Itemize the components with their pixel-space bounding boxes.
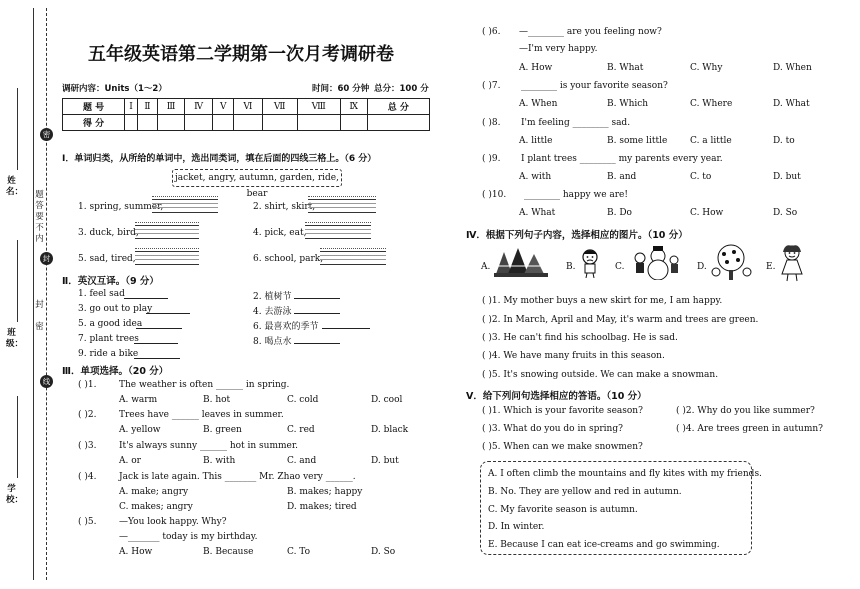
s1-item-4: 4. pick, eat, <box>253 228 307 238</box>
q8-opt-c[interactable]: C. a little <box>690 136 732 146</box>
s4-item-5: ( )5. It's snowing outside. We can make a snowman. <box>482 370 719 380</box>
s4-item-2: ( )2. In March, April and May, it's warm and trees are green. <box>482 315 759 325</box>
s2-item-9: 9. ride a bike <box>78 349 139 359</box>
q5-number[interactable]: ( )5. <box>78 517 97 527</box>
q7-opt-d[interactable]: D. What <box>773 99 810 109</box>
s5-q5: ( )5. When can we make snowmen? <box>482 442 643 452</box>
q8-opt-b[interactable]: B. some little <box>607 136 668 146</box>
q8-opt-d[interactable]: D. to <box>773 136 795 146</box>
q2-opt-b[interactable]: B. green <box>203 425 242 435</box>
s2-item-8: 8. 喝点水 <box>253 337 292 347</box>
s2-answer-7[interactable] <box>134 343 178 344</box>
s2-item-5: 5. a good idea <box>78 319 143 329</box>
s5-q3: ( )3. What do you do in spring? <box>482 424 623 434</box>
score-header-row <box>63 99 430 115</box>
q6-text-2: —I'm very happy. <box>519 44 598 54</box>
score-header-cell: Ⅴ <box>213 99 234 115</box>
section1-word-box: jacket, angry, autumn, garden, ride, bear <box>172 169 342 187</box>
binding-note-2: 封 密 <box>35 300 44 332</box>
q10-opt-d[interactable]: D. So <box>773 208 798 218</box>
pic-label-a: A. <box>481 262 491 272</box>
s1-answer-2[interactable] <box>308 199 376 213</box>
q4-opt-d[interactable]: D. makes; tired <box>287 502 357 512</box>
score-header-cell: Ⅳ <box>185 99 213 115</box>
score-header-cell: Ⅱ <box>137 99 157 115</box>
q6-number[interactable]: ( )6. <box>482 27 501 37</box>
section1-heading: Ⅰ．单词归类，从所给的单词中，选出同类词，填在后面的四线三格上。（6 分） <box>62 154 377 164</box>
q3-opt-a[interactable]: A. or <box>119 456 141 466</box>
q6-opt-b[interactable]: B. What <box>607 63 644 73</box>
s2-item-1: 1. feel sad <box>78 289 125 299</box>
s2-answer-2[interactable] <box>294 298 340 299</box>
s5-option-b: B. No. They are yellow and red in autumn. <box>488 487 682 497</box>
q9-opt-a[interactable]: A. with <box>519 172 552 182</box>
section5-heading: Ⅴ．给下列问句选择相应的答语。（10 分） <box>466 391 647 402</box>
q9-number[interactable]: ( )9. <box>482 154 501 164</box>
pic-label-b: B. <box>566 262 576 272</box>
exam-title: 五年级英语第二学期第一次月考调研卷 <box>88 44 394 65</box>
q7-number[interactable]: ( )7. <box>482 81 501 91</box>
q1-opt-c[interactable]: C. cold <box>287 395 319 405</box>
q2-opt-d[interactable]: D. black <box>371 425 409 435</box>
score-header-cell: Ⅸ <box>340 99 367 115</box>
s1-guide-line <box>135 248 199 249</box>
binding-line-inner <box>46 8 47 580</box>
q9-opt-d[interactable]: D. but <box>773 172 801 182</box>
s1-answer-5[interactable] <box>135 251 199 265</box>
q1-opt-a[interactable]: A. warm <box>119 395 158 405</box>
s1-answer-4[interactable] <box>305 225 371 239</box>
school-field[interactable] <box>17 396 18 478</box>
school-label: 学校： <box>6 484 24 505</box>
q10-opt-a[interactable]: A. What <box>519 208 556 218</box>
q5-text: —You look happy. Why? <box>119 517 227 527</box>
s2-item-7: 7. plant trees <box>78 334 139 344</box>
score-cell[interactable] <box>367 115 429 131</box>
q10-number[interactable]: ( )10. <box>482 190 507 200</box>
q2-opt-c[interactable]: C. red <box>287 425 315 435</box>
s1-guide-line <box>135 222 199 223</box>
q7-opt-b[interactable]: B. Which <box>607 99 649 109</box>
score-header-cell: Ⅷ <box>297 99 340 115</box>
binding-note-1: 题 答 要 不 内 <box>35 190 44 244</box>
s1-item-5: 5. sad, tired, <box>78 254 136 264</box>
q5-opt-c[interactable]: C. To <box>287 547 311 557</box>
score-cell[interactable] <box>185 115 213 131</box>
s2-item-6: 6. 最喜欢的季节 <box>253 322 319 332</box>
s2-answer-1[interactable] <box>124 298 168 299</box>
name-label: 姓名： <box>6 176 24 197</box>
q8-opt-a[interactable]: A. little <box>519 136 553 146</box>
q1-text: The weather is often ______ in spring. <box>119 380 290 390</box>
s4-item-1: ( )1. My mother buys a new skirt for me, I am happy. <box>482 296 723 306</box>
q6-opt-c[interactable]: C. Why <box>690 63 723 73</box>
q3-opt-b[interactable]: B. with <box>203 456 236 466</box>
s1-item-1: 1. spring, summer, <box>78 202 164 212</box>
s1-answer-6[interactable] <box>320 251 386 265</box>
q3-opt-d[interactable]: D. but <box>371 456 399 466</box>
q5-opt-d[interactable]: D. So <box>371 547 396 557</box>
q9-opt-b[interactable]: B. and <box>607 172 637 182</box>
binding-circle-top: 密 <box>40 128 53 141</box>
q4-opt-b[interactable]: B. makes; happy <box>287 487 363 497</box>
score-cell[interactable] <box>340 115 367 131</box>
picture-d-fruit-tree[interactable] <box>708 244 754 282</box>
q10-opt-c[interactable]: C. How <box>690 208 724 218</box>
q4-opt-c[interactable]: C. makes; angry <box>119 502 193 512</box>
picture-b-sad-boy[interactable] <box>578 248 602 278</box>
score-cell[interactable] <box>262 115 297 131</box>
q5-opt-a[interactable]: A. How <box>119 547 153 557</box>
q6-opt-d[interactable]: D. When <box>773 63 812 73</box>
binding-circle-bottom: 线 <box>40 375 53 388</box>
s2-item-4: 4. 去游泳 <box>253 307 292 317</box>
binding-circle-mid: 封 <box>40 252 53 265</box>
class-label: 班级： <box>6 328 24 349</box>
picture-c-snowman[interactable] <box>628 244 680 280</box>
exam-time: 时间：60 分钟 <box>312 84 370 94</box>
s5-option-d: D. In winter. <box>488 522 545 532</box>
s5-q1: ( )1. Which is your favorite season? <box>482 406 643 416</box>
q2-text: Trees have ______ leaves in summer. <box>119 410 284 420</box>
q3-text: It's always sunny ______ hot in summer. <box>119 441 299 451</box>
q5-text-2: —_______ today is my birthday. <box>119 532 258 542</box>
s1-answer-3[interactable] <box>135 225 199 239</box>
q9-opt-c[interactable]: C. to <box>690 172 712 182</box>
q10-text: ________ happy we are! <box>524 190 628 200</box>
section2-heading: Ⅱ．英汉互译。（9 分） <box>62 276 159 287</box>
s1-item-2: 2. shirt, skirt, <box>253 202 316 212</box>
picture-a-trees[interactable] <box>494 246 548 278</box>
score-cell[interactable] <box>125 115 138 131</box>
q2-opt-a[interactable]: A. yellow <box>119 425 161 435</box>
exam-total: 总分：100 分 <box>374 84 429 94</box>
q1-opt-d[interactable]: D. cool <box>371 395 403 405</box>
score-cell[interactable] <box>234 115 262 131</box>
score-header-total: 总 分 <box>367 99 429 115</box>
s1-guide-line <box>152 196 218 197</box>
q7-opt-c[interactable]: C. Where <box>690 99 733 109</box>
s2-answer-8[interactable] <box>294 343 340 344</box>
score-header-cell: Ⅲ <box>157 99 184 115</box>
q2-number[interactable]: ( )2. <box>78 410 97 420</box>
q10-opt-b[interactable]: B. Do <box>607 208 632 218</box>
q7-opt-a[interactable]: A. When <box>519 99 558 109</box>
s5-q2: ( )2. Why do you like summer? <box>676 406 815 416</box>
score-cell[interactable] <box>157 115 184 131</box>
s5-option-a: A. I often climb the mountains and fly kites with my friends. <box>488 469 762 479</box>
score-row-label: 得 分 <box>63 115 125 131</box>
s4-item-3: ( )3. He can't find his schoolbag. He is sad. <box>482 333 678 343</box>
section3-heading: Ⅲ．单项选择。（20 分） <box>62 366 169 377</box>
score-cell[interactable] <box>213 115 234 131</box>
q6-opt-a[interactable]: A. How <box>519 63 553 73</box>
q3-opt-c[interactable]: C. and <box>287 456 317 466</box>
s2-item-3: 3. go out to play <box>78 304 153 314</box>
q4-opt-a[interactable]: A. make; angry <box>119 487 189 497</box>
q5-opt-b[interactable]: B. Because <box>203 547 254 557</box>
s2-item-2: 2. 植树节 <box>253 292 292 302</box>
q3-number[interactable]: ( )3. <box>78 441 97 451</box>
class-field[interactable] <box>17 240 18 322</box>
s4-item-4: ( )4. We have many fruits in this season. <box>482 351 665 361</box>
score-header-cell: Ⅵ <box>234 99 262 115</box>
score-header-cell: Ⅰ <box>125 99 138 115</box>
s5-option-c: C. My favorite season is autumn. <box>488 505 638 515</box>
pic-label-d: D. <box>697 262 707 272</box>
score-cell[interactable] <box>137 115 157 131</box>
q9-text: I plant trees ________ my parents every year. <box>521 154 723 164</box>
pic-label-c: C. <box>615 262 625 272</box>
q4-text: Jack is late again. This _______ Mr. Zhao very ______. <box>119 472 356 482</box>
pic-label-e: E. <box>766 262 776 272</box>
q4-number[interactable]: ( )4. <box>78 472 97 482</box>
score-header-label: 题 号 <box>63 99 125 115</box>
score-table <box>62 98 430 131</box>
name-field[interactable] <box>17 88 18 170</box>
q6-text: —________ are you feeling now? <box>519 27 662 37</box>
s5-q4: ( )4. Are trees green in autumn? <box>676 424 824 434</box>
section4-heading: Ⅳ．根据下列句子内容，选择相应的图片。（10 分） <box>466 230 688 241</box>
q8-text: I'm feeling ________ sad. <box>521 118 631 128</box>
picture-e-girl-skirt[interactable] <box>777 244 807 282</box>
q1-opt-b[interactable]: B. hot <box>203 395 231 405</box>
s1-guide-line <box>308 196 376 197</box>
s2-answer-9[interactable] <box>134 358 180 359</box>
binding-line-outer <box>33 8 34 580</box>
exam-content: 调研内容：Units（1～2） <box>62 84 167 94</box>
s2-answer-4[interactable] <box>294 313 340 314</box>
s2-answer-3[interactable] <box>146 313 190 314</box>
s1-guide-line <box>305 222 371 223</box>
s1-answer-1[interactable] <box>152 199 218 213</box>
score-header-cell: Ⅶ <box>262 99 297 115</box>
q1-number[interactable]: ( )1. <box>78 380 97 390</box>
score-cell[interactable] <box>297 115 340 131</box>
s1-item-3: 3. duck, bird, <box>78 228 139 238</box>
q8-number[interactable]: ( )8. <box>482 118 501 128</box>
score-value-row <box>63 115 430 131</box>
q7-text: ________ is your favorite season? <box>521 81 668 91</box>
s5-option-e: E. Because I can eat ice-creams and go swimming. <box>488 540 720 550</box>
s1-guide-line <box>320 248 386 249</box>
s1-item-6: 6. school, park, <box>253 254 324 264</box>
s2-answer-6[interactable] <box>322 328 370 329</box>
s2-answer-5[interactable] <box>136 328 182 329</box>
